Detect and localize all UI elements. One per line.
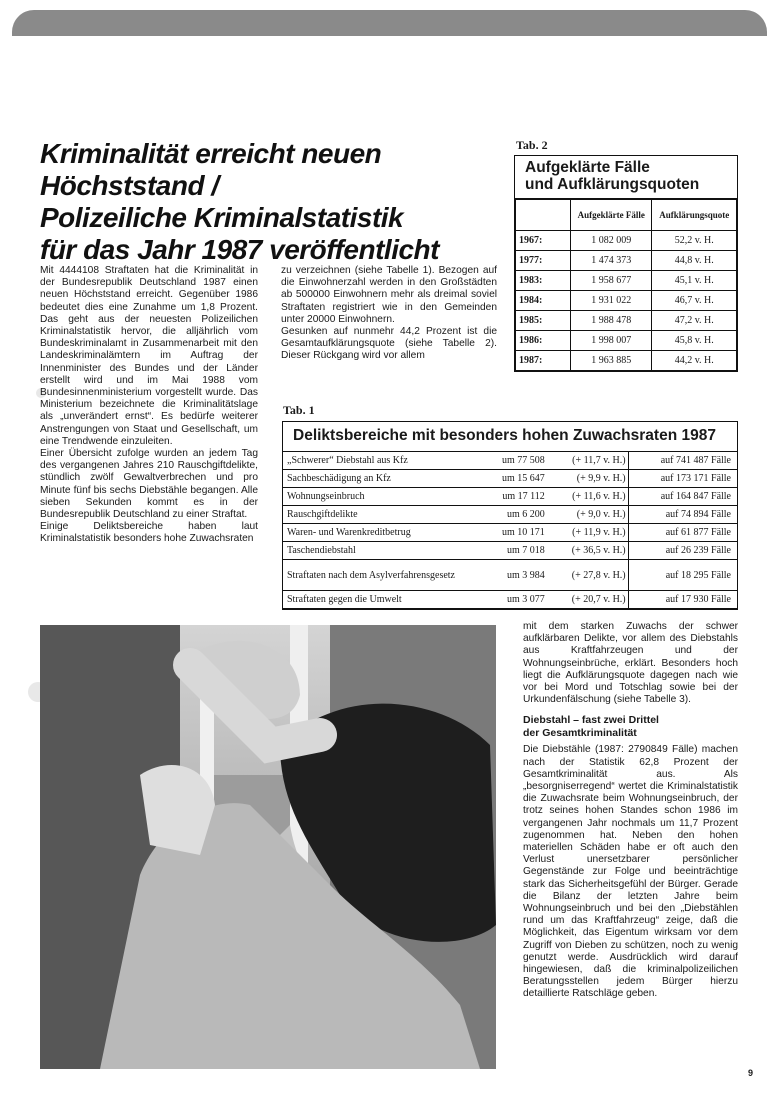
table-title-line: Aufgeklärte Fälle (525, 159, 650, 176)
rate-cell: 44,2 v. H. (652, 351, 737, 371)
year-cell: 1985: (516, 311, 571, 331)
headline-line: Polizeiliche Kriminalstatistik (40, 202, 404, 233)
rate-cell: 44,8 v. H. (652, 251, 737, 271)
year-cell: 1984: (516, 291, 571, 311)
cases-cell: 1 963 885 (571, 351, 652, 371)
increase-cell: um 10 171 (481, 524, 547, 542)
cases-cell: 1 958 677 (571, 271, 652, 291)
table-row (283, 524, 737, 542)
category-cell: Waren- und Warenkreditbetrug (283, 524, 481, 542)
paragraph: Einige Deliktsbereiche haben laut Kriminalstatistik besonders hohe Zuwachsraten (40, 521, 258, 545)
rate-cell: 52,2 v. H. (652, 231, 737, 251)
table-row (516, 331, 737, 351)
rate-cell: 47,2 v. H. (652, 311, 737, 331)
cases-cell: 1 998 007 (571, 331, 652, 351)
article-column-2 (281, 265, 497, 363)
category-cell: Straftaten nach dem Asylverfahrensgesetz (283, 560, 481, 591)
subheading-line: Diebstahl – fast zwei Drittel (523, 714, 659, 727)
burglary-photo (40, 625, 496, 1069)
year-cell: 1967: (516, 231, 571, 251)
paragraph: mit dem starken Zuwachs der schwer aufklärbaren Delikte, vor allem des Diebstahls aus Kraftfahrzeugen und der Wohnungseinbrüche, erklärt. Besonders hoch liegt die Aufklärungsquote dagegen nach wie vor bei Mord und Totschlag sowie bei der Urkundenfälschung (siehe Tabelle 3). (523, 621, 738, 706)
table-1-label: Tab. 1 (283, 403, 315, 417)
table-title-line: und Aufklärungsquoten (525, 176, 700, 193)
category-cell: Sachbeschädigung an Kfz (283, 470, 481, 488)
table-row (283, 470, 737, 488)
category-cell: Taschendiebstahl (283, 542, 481, 560)
cases-cell: 1 988 478 (571, 311, 652, 331)
year-cell: 1983: (516, 271, 571, 291)
table-header-empty (516, 200, 571, 231)
percent-cell: (+ 11,9 v. H.) (547, 524, 628, 542)
total-cell: auf 26 239 Fälle (628, 542, 737, 560)
category-cell: Straftaten gegen die Umwelt (283, 591, 481, 609)
paragraph: Einer Übersicht zufolge wurden an jedem Tag des vergangenen Jahres 210 Rauschgiftdelikte, stündlich zwölf Gewaltverbrechen und pro Minute fünf bis sechs Diebstähle begangen. Alle sieben Sekunden kommt es in der Bundesrepublik Deutschland zu einer Straftat. (40, 448, 258, 521)
table-header-row (516, 200, 737, 231)
total-cell: auf 164 847 Fälle (628, 488, 737, 506)
table-header-rate: Aufklärungsquote (652, 200, 737, 231)
increase-cell: um 15 647 (481, 470, 547, 488)
rate-cell: 45,1 v. H. (652, 271, 737, 291)
increase-cell: um 3 984 (481, 560, 547, 591)
percent-cell: (+ 20,7 v. H.) (547, 591, 628, 609)
table-row (283, 591, 737, 609)
section-subheading (523, 714, 738, 740)
table-row (283, 542, 737, 560)
table-row (516, 271, 737, 291)
table-2 (514, 155, 738, 372)
table-row (283, 452, 737, 470)
percent-cell: (+ 36,5 v. H.) (547, 542, 628, 560)
total-cell: auf 17 930 Fälle (628, 591, 737, 609)
rate-cell: 46,7 v. H. (652, 291, 737, 311)
rate-cell: 45,8 v. H. (652, 331, 737, 351)
total-cell: auf 61 877 Fälle (628, 524, 737, 542)
total-cell: auf 741 487 Fälle (628, 452, 737, 470)
table-row (516, 251, 737, 271)
table-1-title: Deliktsbereiche mit besonders hohen Zuwachsraten 1987 (283, 422, 737, 452)
table-2-grid (515, 199, 737, 371)
total-cell: auf 173 171 Fälle (628, 470, 737, 488)
cases-cell: 1 931 022 (571, 291, 652, 311)
increase-cell: um 7 018 (481, 542, 547, 560)
table-row (516, 231, 737, 251)
article-column-1 (40, 265, 258, 546)
category-cell: Rauschgiftdelikte (283, 506, 481, 524)
percent-cell: (+ 27,8 v. H.) (547, 560, 628, 591)
year-cell: 1986: (516, 331, 571, 351)
top-margin-bar (12, 10, 767, 36)
page-number: 9 (748, 1068, 754, 1078)
percent-cell: (+ 9,0 v. H.) (547, 506, 628, 524)
table-row (283, 560, 737, 591)
table-row (516, 351, 737, 371)
percent-cell: (+ 11,6 v. H.) (547, 488, 628, 506)
paragraph: Die Diebstähle (1987: 2790849 Fälle) machen nach der Statistik 62,8 Prozent der Gesamtkriminalität aus. Als „besorgniserregend“ wertet die Kriminalstatistik die Zuwachsrate beim Wohnungseinbruch, der trotz seines hohen Standes schon 1986 im vergangenen Jahr nochmals um 11,7 Prozent zugenommen hat. Neben den hohen materiellen Schäden habe er oft auch den Verlust unersetzbarer persönlicher Gegenstände zur Folge und beeinträchtige stark das Sicherheitsgefühl der Bürger. Gerade die Bilanz der letzten Jahre beim Wohnungseinbruch und bei den „Diebstählen rund um das Kraftfahrzeug“ zeige, daß die Möglichkeit, das Eigentum wirksam vor dem Zugriff von Dieben zu schützen, noch zu wenig genutzt werde. Ausdrücklich wird darauf hingewiesen, daß die kriminalpolizeilichen Beratungsstellen jedem Bürger hierzu detaillierte Ratschläge geben. (523, 744, 738, 1000)
increase-cell: um 77 508 (481, 452, 547, 470)
category-cell: Wohnungseinbruch (283, 488, 481, 506)
burglary-photo-graphic (40, 625, 496, 1069)
cases-cell: 1 474 373 (571, 251, 652, 271)
paragraph: Gesunken auf nunmehr 44,2 Prozent ist die Gesamtaufklärungsquote (siehe Tabelle 2). Dieser Rückgang wird vor allem (281, 326, 497, 362)
cases-cell: 1 082 009 (571, 231, 652, 251)
table-row (516, 291, 737, 311)
paragraph: zu verzeichnen (siehe Tabelle 1). Bezogen auf die Einwohnerzahl werden in den Großstädten ab 500000 Einwohnern mehr als dreimal soviel Straftaten registriert wie in den Gemeinden unter 20000 Einwohnern. (281, 265, 497, 325)
total-cell: auf 74 894 Fälle (628, 506, 737, 524)
increase-cell: um 3 077 (481, 591, 547, 609)
table-header-cases: Aufgeklärte Fälle (571, 200, 652, 231)
paragraph: Mit 4444108 Straftaten hat die Kriminalität in der Bundesrepublik Deutschland 1987 einen neuen Höchststand erreicht. Gegenüber 1986 bedeutet dies eine Zunahme um 1,8 Prozent. Das geht aus der neuesten Polizeilichen Kriminalstatistik hervor, die alljährlich vom Bundeskriminalamt in Zusammenarbeit mit den Landeskriminalämtern im Auftrag der Innenminister des Bundes und der Länder erstellt wird und im Mai 1988 vom Bundesinnenministerium vorgestellt wurde. Das Ministerium bezeichnete die Kriminalitätslage als „unverändert ernst“. Es bedürfe weiterer Anstrengungen von Staat und Gesellschaft, um eine Trendwende einzuleiten. (40, 265, 258, 447)
table-row (516, 311, 737, 331)
article-headline (40, 138, 480, 266)
year-cell: 1987: (516, 351, 571, 371)
increase-cell: um 17 112 (481, 488, 547, 506)
headline-line: Kriminalität erreicht neuen (40, 138, 382, 169)
table-row (283, 506, 737, 524)
table-1 (282, 421, 738, 610)
table-2-title (515, 156, 737, 199)
percent-cell: (+ 11,7 v. H.) (547, 452, 628, 470)
headline-line: für das Jahr 1987 veröffentlicht (40, 234, 439, 265)
category-cell: „Schwerer“ Diebstahl aus Kfz (283, 452, 481, 470)
table-2-label: Tab. 2 (516, 138, 548, 152)
percent-cell: (+ 9,9 v. H.) (547, 470, 628, 488)
table-row (283, 488, 737, 506)
year-cell: 1977: (516, 251, 571, 271)
increase-cell: um 6 200 (481, 506, 547, 524)
headline-line: Höchststand / (40, 170, 219, 201)
total-cell: auf 18 295 Fälle (628, 560, 737, 591)
table-1-grid (283, 452, 737, 609)
subheading-line: der Gesamtkriminalität (523, 727, 637, 740)
article-column-3 (523, 621, 738, 1001)
